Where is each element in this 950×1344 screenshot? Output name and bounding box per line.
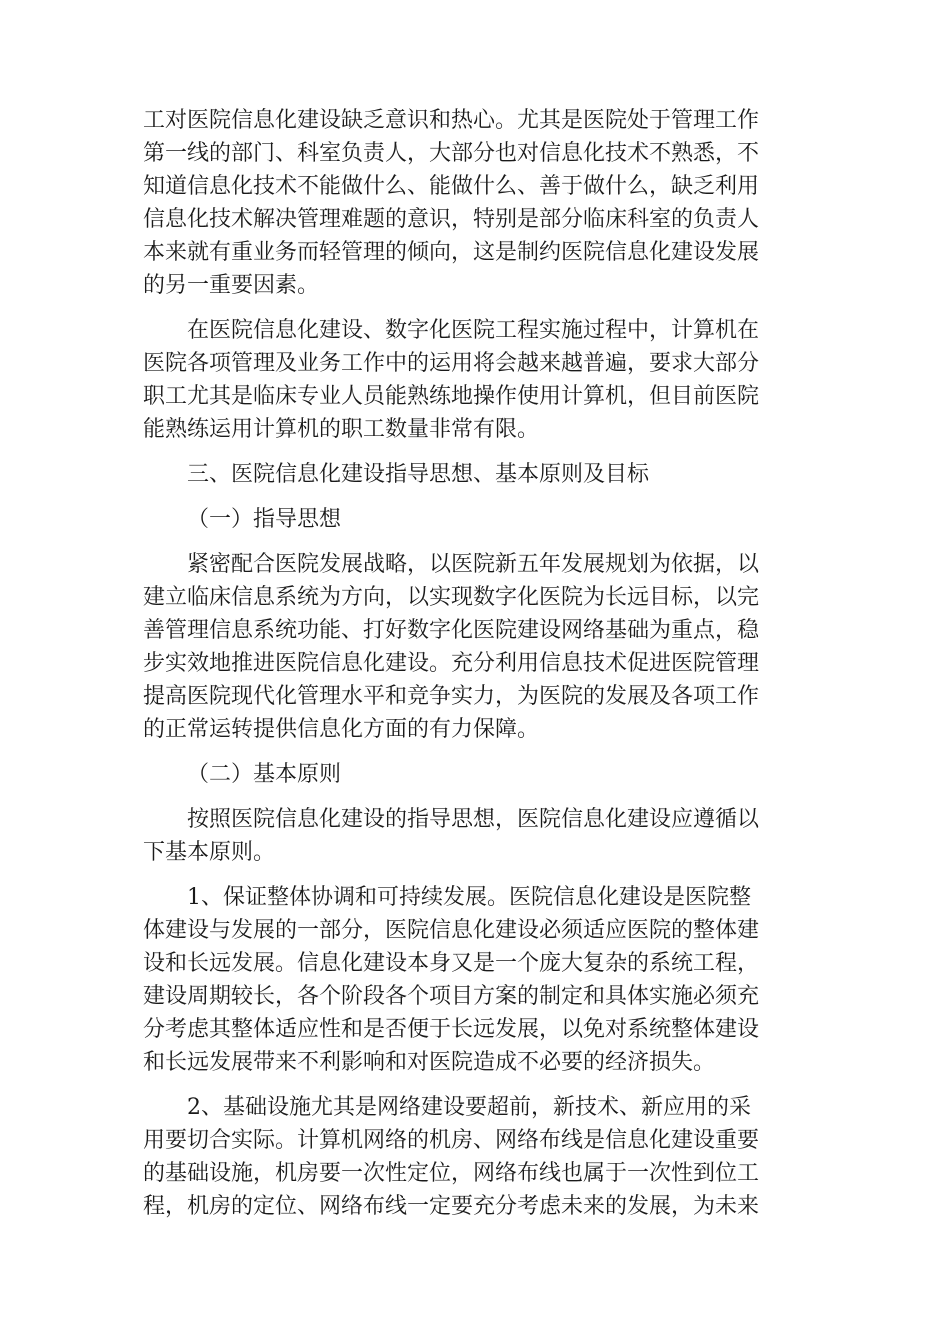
text-line: 分考虑其整体适应性和是否便于长远发展，以免对系统整体建设 [143, 1017, 760, 1042]
paragraph-principle-2 [143, 1091, 809, 1223]
text-line: 知道信息化技术不能做什么、能做什么、善于做什么，缺乏利用 [143, 174, 760, 199]
text-line: 用要切合实际。计算机网络的机房、网络布线是信息化建设重要 [143, 1128, 760, 1153]
subsection-heading-guiding-ideology [143, 503, 809, 536]
text-line: 医院各项管理及业务工作中的运用将会越来越普遍，要求大部分 [143, 351, 760, 376]
paragraph-continuation [143, 104, 809, 302]
text-line: 和长远发展带来不利影响和对医院造成不必要的经济损失。 [143, 1050, 716, 1075]
subsection-heading-basic-principles [143, 758, 809, 791]
text-line: 信息化技术解决管理难题的意识，特别是部分临床科室的负责人 [143, 207, 760, 232]
section-heading-3 [143, 458, 809, 491]
text-line: 按照医院信息化建设的指导思想，医院信息化建设应遵循以 [187, 807, 760, 832]
text-line: 第一线的部门、科室负责人，大部分也对信息化技术不熟悉，不 [143, 141, 760, 166]
paragraph-guiding-ideology [143, 548, 809, 746]
text-line: 建立临床信息系统为方向，以实现数字化医院为长远目标，以完 [143, 585, 760, 610]
paragraph-principles-intro [143, 803, 809, 869]
text-line: 提高医院现代化管理水平和竞争实力，为医院的发展及各项工作 [143, 684, 760, 709]
text-line: 下基本原则。 [143, 840, 276, 865]
text-line: 体建设与发展的一部分，医院信息化建设必须适应医院的整体建 [143, 918, 760, 943]
heading-text: （二）基本原则 [187, 762, 342, 787]
text-line: 善管理信息系统功能、打好数字化医院建设网络基础为重点，稳 [143, 618, 760, 643]
text-line: 1、保证整体协调和可持续发展。医院信息化建设是医院整 [187, 885, 751, 910]
text-line: 设和长远发展。信息化建设本身又是一个庞大复杂的系统工程， [143, 951, 760, 976]
text-line: 能熟练运用计算机的职工数量非常有限。 [143, 417, 540, 442]
text-line: 的另一重要因素。 [143, 273, 320, 298]
text-line: 2、基础设施尤其是网络建设要超前，新技术、新应用的采 [187, 1095, 751, 1120]
document-body [143, 104, 809, 1223]
text-line: 在医院信息化建设、数字化医院工程实施过程中，计算机在 [187, 318, 760, 343]
text-line: 建设周期较长，各个阶段各个项目方案的制定和具体实施必须充 [143, 984, 760, 1009]
heading-text: （一）指导思想 [187, 507, 342, 532]
text-line: 的基础设施，机房要一次性定位，网络布线也属于一次性到位工 [143, 1161, 760, 1186]
text-line: 紧密配合医院发展战略，以医院新五年发展规划为依据，以 [187, 552, 760, 577]
text-line: 步实效地推进医院信息化建设。充分利用信息技术促进医院管理 [143, 651, 760, 676]
heading-text: 三、医院信息化建设指导思想、基本原则及目标 [187, 462, 650, 487]
text-line: 工对医院信息化建设缺乏意识和热心。尤其是医院处于管理工作 [143, 108, 760, 133]
text-line: 的正常运转提供信息化方面的有力保障。 [143, 717, 540, 742]
text-line: 职工尤其是临床专业人员能熟练地操作使用计算机，但目前医院 [143, 384, 760, 409]
paragraph-principle-1 [143, 881, 809, 1079]
text-line: 程，机房的定位、网络布线一定要充分考虑未来的发展，为未来 [143, 1194, 760, 1219]
paragraph-computer-usage [143, 314, 809, 446]
text-line: 本来就有重业务而轻管理的倾向，这是制约医院信息化建设发展 [143, 240, 760, 265]
